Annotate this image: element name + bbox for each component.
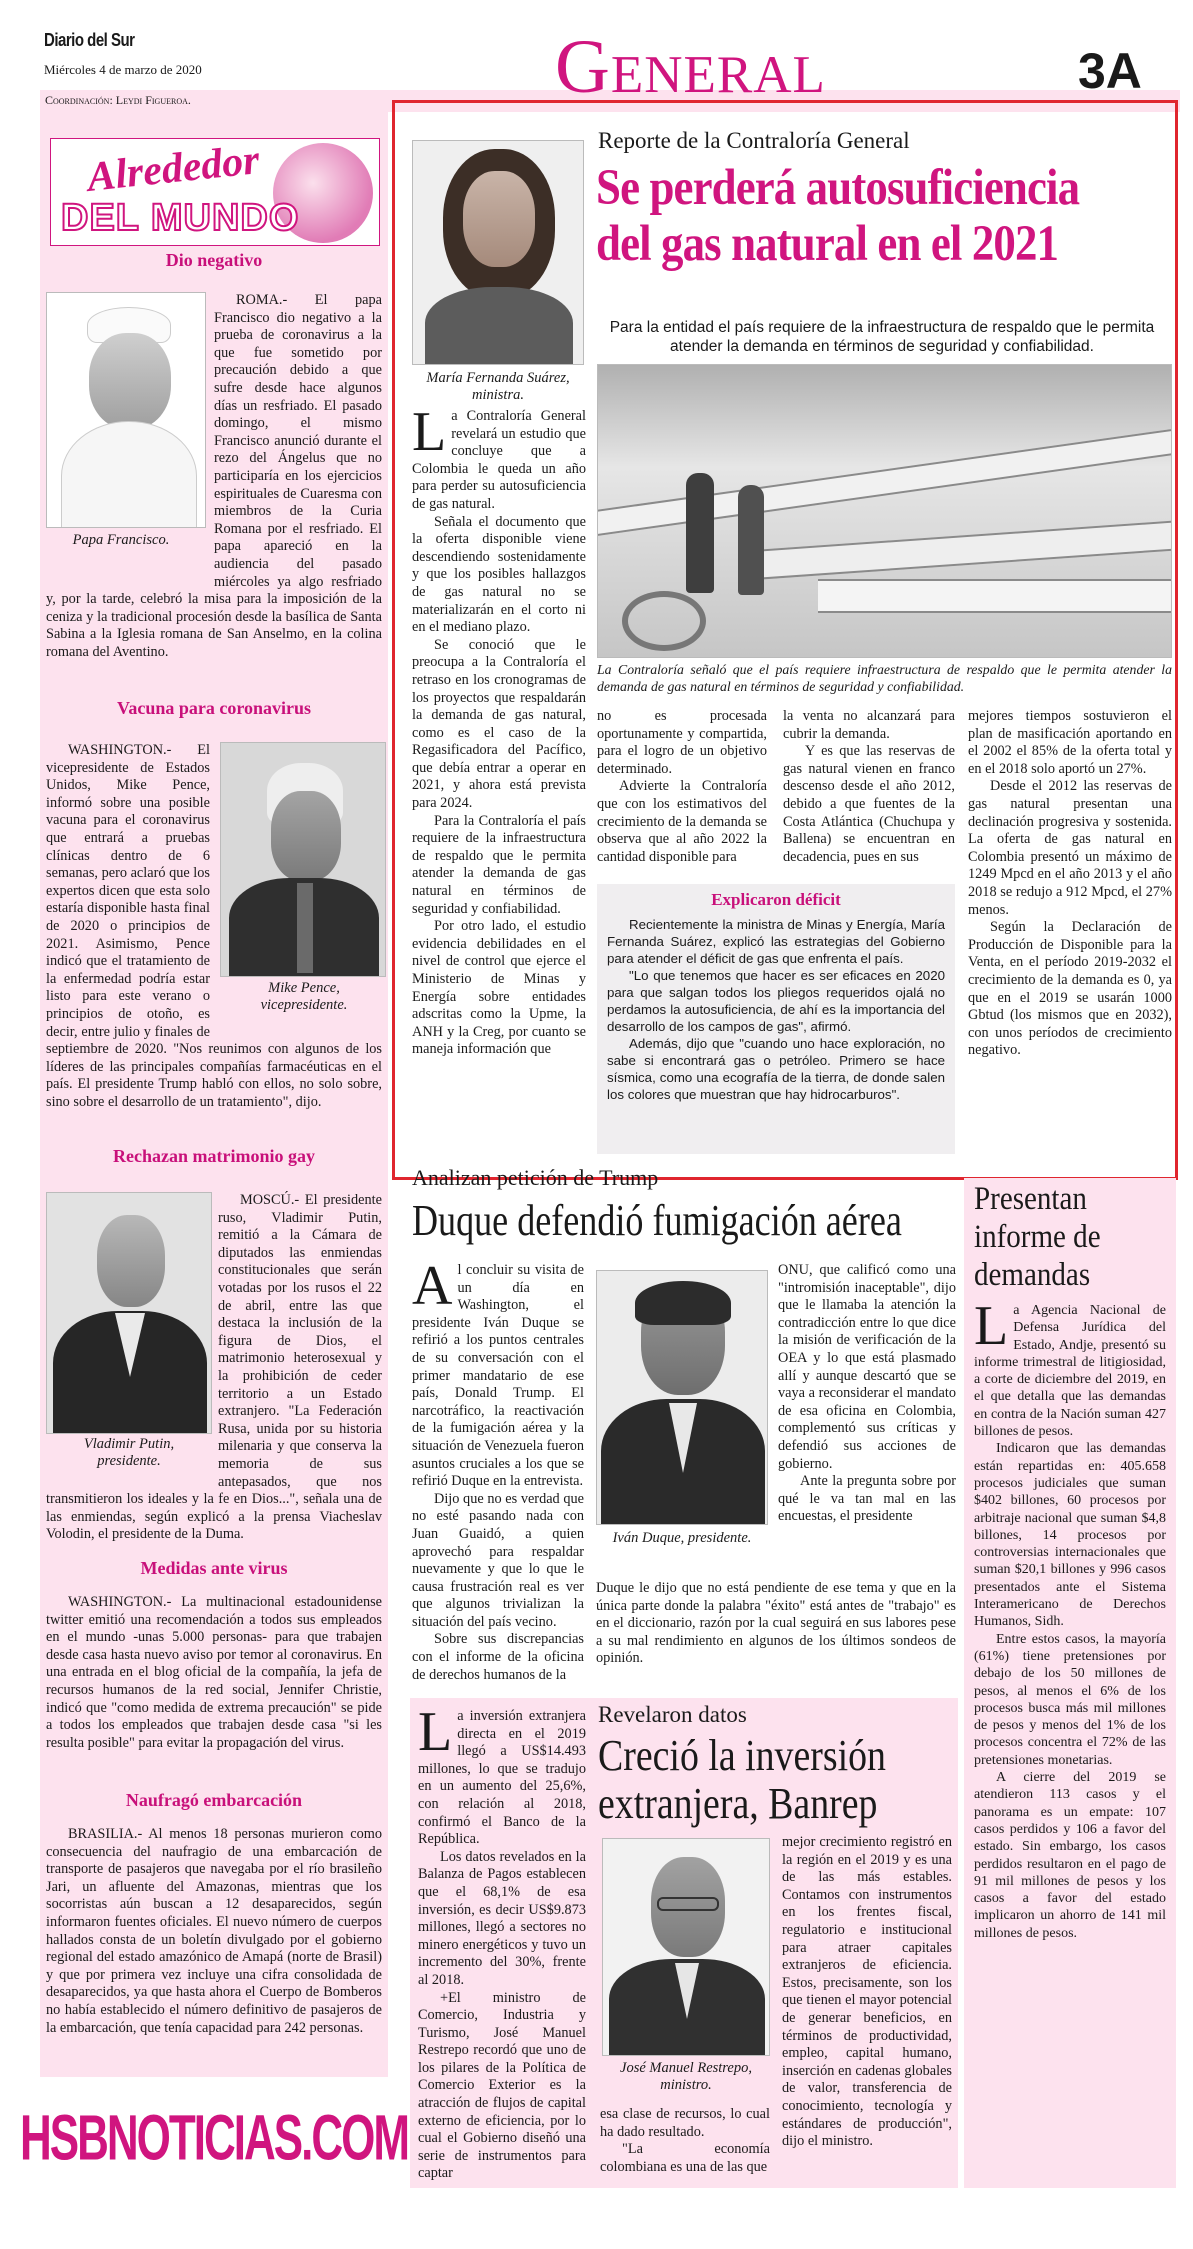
section-title: General	[555, 25, 826, 109]
sidebar-item-title: Naufragó embarcación	[125, 1790, 303, 1810]
sidebar-item-text: WASHINGTON.- El vicepresidente de Estados Unidos, Mike Pence, informó sobre una posible vacuna para el coronavirus que entrará a pruebas clínicas dentro de 6 semanas, pero aclaró que los expertos dicen que esta solo estaría disponible hasta final de 2020 o principios de 2021. Asimismo, Pence indicó que el tratamiento de la enfermedad podría estar listo para este verano o principios de otoño, es decir, entre julio y finales de septiembre de 2020. "Nos reunimos con algunos de los líderes de las principales compañías farmacéuticas en el país. El presidente Trump habló con ellos, no solo sobre, sino sobre el desarrollo de un tratamiento", dijo.	[46, 742, 382, 1110]
coordination-bar: Coordinación: Leydi Figueroa.	[40, 90, 390, 112]
sidebar-item-text: BRASILIA.- Al menos 18 personas murieron como consecuencia del naufragio de una embarcación de transporte de pasajeros que navegaba por el río brasileño Jari, un afluente del Amazonas, mientras que los socorristas aún buscan a 12 desaparecidos, según informaron fuentes oficiales. El nuevo número de cuerpos hallados consta de un boletín divulgado por el gobierno regional del estado amazónico de Amapá (norte de Brasil) y que por primera vez incluye una cifra consolidada de desaparecidos, ya que hasta ahora el Cuerpo de Bomberos no había establecido el número definitivo de pasajeros de la embarcación, que tenía capacidad para 242 personas.	[46, 1826, 382, 2036]
inversion-col-3: mejor crecimiento registró en la región en el 2019 y es una de las más estables. Contamos con instrumentos en los frentes fiscal, regulatorio e institucional para atraer capitales extranjeros de eficiencia. Estos, precisamente, son los que tienen el mayor potencial de generar beneficios, en términos de productividad, empleo, capital humano, inserción en cadenas globales de valor, transferencia de conocimiento, tecnología y estándares de producción", dijo el ministro.	[782, 1834, 952, 2150]
sidebar-banner	[50, 138, 380, 246]
pope-caption: Papa Francisco.	[72, 532, 170, 548]
sidebar-item-title: Vacuna para coronavirus	[116, 698, 312, 718]
page-number: 3A	[1078, 43, 1142, 99]
drop-cap: L	[412, 401, 447, 463]
inversion-col-1: La inversión extranjera directa en el 2019 llegó a US$14.493 millones, lo que se tradujo en un aumento del 25,6%, con relación al 2018, confirmó el Banco de la República. Los datos revelados en la Balanza de Pagos establecen que el 68,1% de esa inversión, es decir US$9.873 millones, llegó a sectores no minero energéticos y tuvo un incremento del 30%, frente al 2018. +El ministro de Comercio, Industria y Turismo, José Manuel Restrepo recordó que uno de los pilares de la Política de Comercio Exterior es la atracción de flujos de capital externo de eficiencia, por lo cual el Gobierno diseñó una serie de instrumentos para captar	[418, 1701, 586, 2182]
duque-col-2: Duque le dijo que no está pendiente de ese tema y que en la única parte donde la palabra "éxito" está antes de "trabajo" es en el diccionario, razón por la cual seguirá en sus labores pese a su mal rendimiento en algunos de los últimos sondeos de opinión.	[596, 1580, 956, 1667]
issue-date: Miércoles 4 de marzo de 2020	[44, 62, 202, 77]
duque-col-3: ONU, que calificó como una "intromisión inaceptable", dijo que le llamaba la atención la contradicción entre lo que dice la misión de verificación de la OEA y lo que está plasmado allí y aunque descartó que se vaya a reconsiderar el mandato de esa oficina en Colombia, complementó sus críticas y defendió sus acciones de gobierno. Ante la pregunta sobre por qué le va tan mal en las encuestas, el presidente	[778, 1262, 956, 1525]
restrepo-caption: José Manuel Restrepo, ministro.	[620, 2060, 752, 2093]
banner-title-block: DEL MUNDO	[61, 197, 300, 239]
lead-headline: Se perderá autosuficiencia del gas natural en el 2021	[596, 160, 1080, 272]
drop-cap: L	[974, 1295, 1009, 1357]
duque-headline: Duque defendió fumigación aérea	[412, 1196, 902, 1245]
lead-deck: Para la entidad el país requiere de la infraestructura de respaldo que le permita atender la demanda en términos de seguridad y confiabilidad.	[609, 319, 1155, 355]
sidebar-item-text: ROMA.- El papa Francisco dio negativo a la prueba de coronavirus a la que fue sometido por precaución debido a que sufre desde hace algunos días un resfriado. El pasado domingo, el mismo Francisco anunció durante el rezo del Ángelus que no participaría en los ejercicios espirituales de Cuaresma con miembros de la Curia Romana por el resfriado. El papa apareció en la audiencia del pasado miércoles ya algo resfriado y, por la tarde, celebró la misa para la imposición de la ceniza y la tradicional procesión desde la basílica de Santa Sabina a la Iglesia romana de San Anselmo, en la colina romana del Aventino.	[46, 292, 382, 660]
lead-col-1: La Contraloría General revelará un estudio que concluye que a Colombia le queda un año para perder su autosuficiencia de gas natural. Señala el documento que la oferta disponible viene descendiendo sostenidamente y que los posibles hallazgos de gas natural no se materializarán en el corto ni en el mediano plazo. Se conoció que le preocupa a la Contraloría el retraso en los cronogramas de los proyectos que respaldarán la demanda de gas natural, como es el caso de la Regasificadora del Pacífico, que debía entrar a operar en 2021, y ahora está prevista para 2024. Para la Contraloría el país requiere de la infraestructura de respaldo que le permita atender la demanda de gas natural en términos de seguridad y confiabilidad. Por otro lado, el estudio evidencia debilidades en el nivel de control que ejerce el Ministerio de Minas y Energía sobre entidades adscritas como la Upme, la ANH y la Creg, por cuanto se maneja información que	[412, 401, 586, 1058]
lead-col-4: mejores tiempos sostuvieron el plan de masificación aportando en el 2002 el 85% de la oferta total y en el 2018 solo aportó un 27%. Desde el 2012 las reservas de gas natural presentan una declinación progresiva y sostenida. La oferta de gas natural en Colombia presentó un máximo de 1249 Mpcd en el año 2013 y el año 2018 se redujo a 912 Mpcd, el 27% menos. Según la Declaración de Producción de Disponible para la Venta, en el período 2019-2032 el crecimiento de la demanda es 0, ya que en el 2019 se usarán 1000 Gbtud (los mismos que en 2032), con unos períodos de crecimiento negativo.	[968, 708, 1172, 1059]
putin-caption: Vladimir Putin, presidente.	[83, 1436, 175, 1469]
deficit-box-title: Explicaron déficit	[711, 890, 841, 909]
paper-logo: Diario del Sur	[44, 29, 135, 52]
pence-caption: Mike Pence, vicepresidente.	[260, 980, 348, 1013]
restrepo-photo	[602, 1838, 770, 2056]
demandas-box: Presentan informe de demandas La Agencia Nacional de Defensa Jurídica del Estado, Andje, presentó su informe trimestral de litigiosidad, a corte de diciembre del 2019, en el que detalla que las demandas en contra de la Nación suman 427 billones de pesos. Indicaron que las demandas están repartidas en: 405.658 procesos judiciales que suman $402 billones, 60 procesos por arbitraje nacional que suman $4,8 billones, 14 procesos por controversias internacionales que suman $20,1 billones y 996 casos presentados ante el Sistema Interamericano de Derechos Humanos, Sidh. Entre estos casos, la mayoría (61%) tiene pretensiones por debajo de los 50 millones de pesos, al menos el 6% de los procesos busca más mil millones de pesos y menos del 1% de los procesos concentra el 72% de las pretensiones monetarias. A cierre del 2019 se atendieron 113 casos y el panorama es un empate: 107 casos perdidos y 106 a favor del estado. Sin embargo, los casos perdidos resultaron en el pago de 91 mil millones de pesos y los casos a favor del estado implicaron un ahorro de 141 mil millones de pesos.	[964, 1178, 1176, 2188]
sidebar-item-title: Rechazan matrimonio gay	[113, 1146, 315, 1166]
duque-col-1: Al concluir su visita de un día en Washington, el presidente Iván Duque se refirió a los puntos centrales de su conversación con el primer mandatario de ese país, Donald Trump. El narcotráfico, la reactivación de la fumigación aérea y la situación de Venezuela fueron asuntos cruciales a los que se refirió Duque en la entrevista. Dijo que no es verdad que no esté pasando nada con Juan Guaidó, a quien aprovechó para respaldar nuevamente y que lo que le causa frustración real es ver que algunos trivializan la situación del país vecino. Sobre sus discrepancias con el informe de la oficina de derechos humanos de la	[412, 1255, 584, 1683]
lead-kicker: Reporte de la Contraloría General	[598, 128, 910, 153]
minister-portrait	[412, 140, 584, 365]
gas-plant-caption: La Contraloría señaló que el país requiere infraestructura de respaldo que le permita atender la demanda de gas natural en términos de seguridad y confiabilidad.	[597, 662, 1172, 694]
minister-caption: María Fernanda Suárez, ministra.	[426, 370, 570, 403]
inversion-headline: Creció la inversión extranjera, Banrep	[598, 1731, 886, 1828]
sidebar-item-text: MOSCÚ.- El presidente ruso, Vladimir Putin, remitió a la Cámara de diputados las enmiendas constitucionales que serán votadas por los rusos el 22 de abril, entre las que destaca la inclusión de la figura de Dios, el matrimonio heterosexual y la prohibición de ceder territorio a un Estado extranjero. "La Federación Rusa, unida por su historia milenaria y que conserva la memoria de sus antepasados, que nos transmitieron los ideales y la fe en Dios...", señala una de las enmiendas, según explicó a la prensa Viacheslav Volodin, el presidente de la Duma.	[46, 1192, 382, 1543]
duque-kicker: Analizan petición de Trump	[412, 1165, 659, 1190]
lead-col-2: no es procesada oportunamente y compartida, para el logro de un objetivo determinado. Advierte la Contraloría que con los estimativos del crecimiento de la demanda se observa que al año 2022 la cantidad disponible para	[597, 708, 767, 865]
deficit-box: Explicaron déficit Recientemente la ministra de Minas y Energía, María Fernanda Suárez, explicó las estrategias del Gobierno para atender el déficit de gas que enfrenta el país. "Lo que tenemos que hacer es ser eficaces en 2020 para que salgan todos los pliegos requeridos ojalá no perdamos la autosuficiencia, de ahí es la importancia del desarrollo de los campos de gas", afirmó. Además, dijo que "cuando uno hace exploración, no sabe si encontrará gas o petróleo. Primero se hace sísmica, como una ecografía de la tierra, de donde salen los colores que muestran que hay hidrocarburos".	[597, 884, 955, 1154]
duque-photo	[596, 1270, 768, 1525]
sidebar-item-text: WASHINGTON.- La multinacional estadounidense twitter emitió una recomendación a todos sus empleados en el mundo -unas 5.000 personas- para que trabajen desde casa hasta nuevo aviso por temor al coronavirus. En una entrada en el blog oficial de la compañía, la jefa de recursos humanos de la red social, Jennifer Christie, indicó que "como medida de extrema precaución" se pide a todos los empleados que trabajen desde casa "si les resulta posible" para evitar la propagación del virus.	[46, 1594, 382, 1751]
lead-col-3: la venta no alcanzará para cubrir la demanda. Y es que las reservas de gas natural vienen en franco descenso desde el año 2012, debido a que fuentes de la Costa Atlántica (Chuchupa y Ballena) se encuentran en decadencia, pues en sus	[783, 708, 955, 865]
banner-title-script: Alrededor	[85, 137, 262, 201]
gas-plant-photo	[597, 364, 1172, 658]
drop-cap: L	[418, 1701, 453, 1763]
lead-dropcap-para: La Contraloría General revelará un estudio que concluye que a Colombia le queda un año para perder su autosuficiencia de gas natural.	[412, 401, 586, 512]
sidebar-item-title: Dio negativo	[165, 250, 263, 270]
inversion-col-2: esa clase de recursos, lo cual ha dado resultado. "La economía colombiana es una de las que	[600, 2106, 770, 2175]
drop-cap: A	[412, 1255, 453, 1317]
hsb-ad[interactable]	[20, 2094, 408, 2184]
inversion-kicker: Revelaron datos	[598, 1702, 747, 1727]
hsb-ad-text: HSBNOTICIAS.COM	[20, 2102, 408, 2174]
sidebar-item-title: Medidas ante virus	[140, 1558, 288, 1578]
duque-caption: Iván Duque, presidente.	[612, 1530, 752, 1546]
demandas-headline: Presentan informe de demandas	[974, 1181, 1101, 1293]
